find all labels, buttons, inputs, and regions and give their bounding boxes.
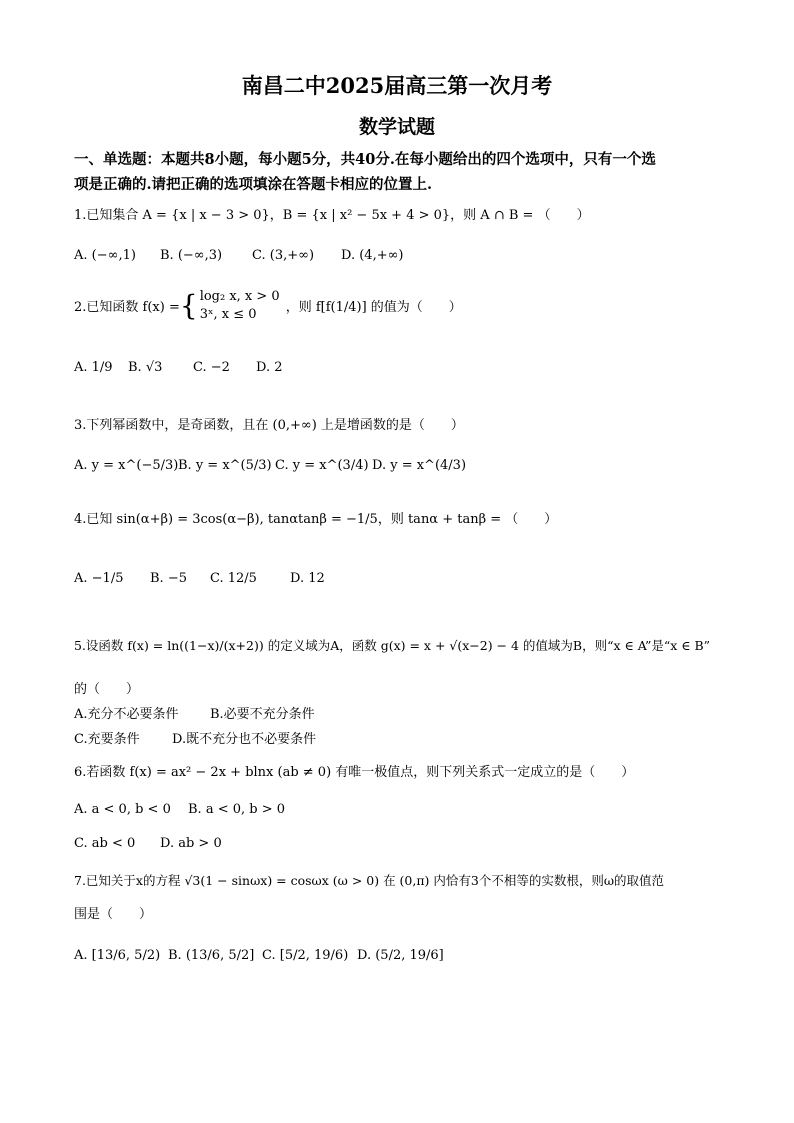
question-6-option-c: C. ab < 0: [74, 836, 136, 851]
question-3-option-a: A. y = x^(−5/3): [74, 458, 179, 473]
question-1-option-d: D. (4,+∞): [341, 248, 404, 263]
question-4-option-a: A. −1/5: [74, 571, 124, 586]
question-3-option-c: C. y = x^(3/4): [275, 458, 369, 473]
question-4-stem: 4.已知 sin(α+β) = 3cos(α−β), tanαtanβ = −1/5，则 tanα + tanβ = （ ）: [74, 512, 558, 527]
question-7-option-b: B. (13/6, 5/2]: [168, 948, 255, 963]
section-instructions-line1: 一、单选题：本题共8小题，每小题5分，共40分.在每小题给出的四个选项中，只有一个选: [74, 151, 656, 168]
question-5-stem: 5.设函数 f(x) = ln((1−x)/(x+2)) 的定义域为A，函数 g(x) = x + √(x−2) − 4 的值域为B，则“x ∈ A”是“x ∈ B”: [74, 638, 711, 653]
question-6-stem: 6.若函数 f(x) = ax² − 2x + blnx (ab ≠ 0) 有唯一极值点，则下列关系式一定成立的是（ ）: [74, 765, 635, 780]
question-3-option-d: D. y = x^(4/3): [372, 458, 467, 473]
question-2-prefix: 2.已知函数 f(x) =: [74, 300, 180, 316]
question-1-option-b: B. (−∞,3): [160, 248, 223, 263]
question-2-suffix: ，则 f[f(1/4)] 的值为（ ）: [285, 300, 462, 316]
question-1-option-a: A. (−∞,1): [74, 248, 136, 263]
question-2-stem: [74, 288, 462, 323]
question-5-option-c: C.充要条件: [74, 732, 140, 747]
question-7-option-c: C. [5/2, 19/6): [262, 948, 349, 963]
page-title: 南昌二中2025届高三第一次月考: [241, 73, 553, 98]
question-5-option-b: B.必要不充分条件: [210, 707, 315, 722]
question-6-option-a: A. a < 0, b < 0: [74, 802, 171, 817]
question-7-continuation: 围是（ ）: [74, 907, 153, 922]
question-2-piecewise: [200, 288, 280, 323]
question-5-option-d: D.既不充分也不必要条件: [172, 732, 317, 747]
question-4-option-b: B. −5: [150, 571, 187, 586]
question-1-option-c: C. (3,+∞): [252, 248, 315, 263]
question-6-option-b: B. a < 0, b > 0: [188, 802, 286, 817]
question-2-option-c: C. −2: [193, 360, 230, 375]
question-4-option-c: C. 12/5: [210, 571, 257, 586]
question-4-option-d: D. 12: [290, 571, 325, 586]
question-2-option-b: B. √3: [128, 360, 163, 375]
question-5-option-a: A.充分不必要条件: [74, 707, 179, 722]
question-3-stem: 3.下列幂函数中，是奇函数，且在 (0,+∞) 上是增函数的是（ ）: [74, 418, 464, 433]
question-7-option-d: D. (5/2, 19/6]: [357, 948, 444, 963]
section-instructions-line2: 项是正确的.请把正确的选项填涂在答题卡相应的位置上.: [74, 176, 433, 193]
question-2-option-a: A. 1/9: [74, 360, 113, 375]
question-6-option-d: D. ab > 0: [160, 836, 222, 851]
page-subtitle: 数学试题: [358, 116, 435, 138]
question-3-option-b: B. y = x^(5/3): [178, 458, 272, 473]
question-7-option-a: A. [13/6, 5/2): [74, 948, 161, 963]
question-7-stem: 7.已知关于x的方程 √3(1 − sinωx) = cosωx (ω > 0) 在 (0,π) 内恰有3个不相等的实数根，则ω的取值范: [74, 873, 665, 888]
question-1-stem: 1.已知集合 A = {x | x − 3 > 0}，B = {x | x² − 5x + 4 > 0}，则 A ∩ B = （ ）: [74, 208, 590, 223]
question-5-continuation: 的（ ）: [74, 682, 140, 697]
left-brace-icon: {: [179, 289, 198, 323]
question-2-case2: 3ˣ, x ≤ 0: [199, 306, 257, 322]
question-2-case1: log₂ x, x > 0: [199, 289, 280, 304]
question-2-option-d: D. 2: [256, 360, 283, 375]
